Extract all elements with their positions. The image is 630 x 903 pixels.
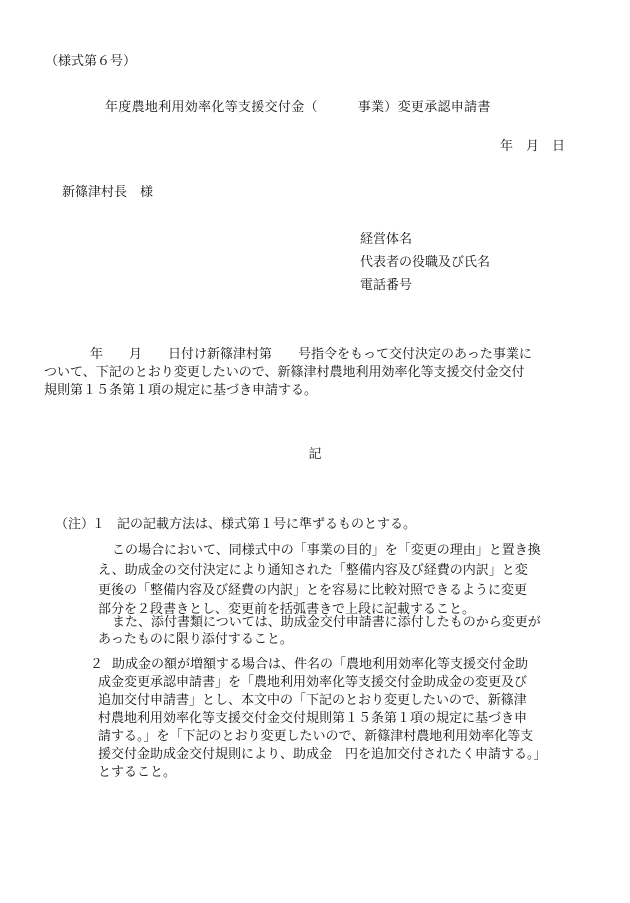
body-line: ついて、下記のとおり変更したいので、新篠津村農地利用効率化等支援交付金交付 [44,365,525,380]
note-1-number: １ [92,517,106,532]
phone-label: 電話番号 [360,278,413,293]
note-1-para2-line: また、添付書類については、助成金交付申請書に添付したものから変更が [112,615,541,630]
ki-heading: 記 [308,447,322,462]
note-1-para1-line: この場合において、同様式中の「事業の目的」を「変更の理由」と置き換 [112,543,541,558]
note-2-number: ２ [90,657,104,672]
entity-name-label: 経営体名 [360,232,413,247]
document-title: 年度農地利用効率化等支援交付金（ 事業）変更承認申請書 [105,100,491,115]
note-2-line: 成金変更承認申請書」を「農地利用効率化等支援交付金助成金の変更及び [98,675,528,690]
addressee: 新篠津村長 様 [62,185,154,200]
body-line: 年 月 日付け新篠津村第 号指令をもって交付決定のあった事業に [90,347,532,362]
note-2-line: とすること。 [98,765,177,780]
notes-label: （注） [55,517,95,532]
note-2-line: 請する。」を「下記のとおり変更したいので、新篠津村農地利用効率化等支 [98,729,534,744]
form-number: （様式第６号） [45,54,137,69]
note-1-para1-line: 更後の「整備内容及び経費の内訳」とを容易に比較対照できるように変更 [98,583,528,598]
note-2-line: 村農地利用効率化等支援交付金交付規則第１５条第１項の規定に基づき申 [98,711,528,726]
note-2-line: 助成金の額が増額する場合は、件名の「農地利用効率化等支援交付金助 [112,657,529,672]
note-1-para1-line: 部分を２段書きとし、変更前を括弧書きで上段に記載すること。 [98,602,476,617]
note-1-para2-line: あったものに限り添付すること。 [98,632,293,647]
body-line: 規則第１５条第１項の規定に基づき申請する。 [44,383,318,398]
representative-label: 代表者の役職及び氏名 [360,255,491,270]
note-2-line: 援交付金助成金交付規則により、助成金 円を追加交付されたく申請する。」 [98,747,547,762]
note-1-text: 記の記載方法は、様式第１号に準ずるものとする。 [117,517,417,532]
note-2-line: 追加交付申請書」とし、本文中の「下記のとおり変更したいので、新篠津 [98,693,527,708]
date-line: 年 月 日 [500,139,566,154]
note-1-para1-line: え、助成金の交付決定により通知された「整備内容及び経費の内訳」と変 [98,563,528,578]
